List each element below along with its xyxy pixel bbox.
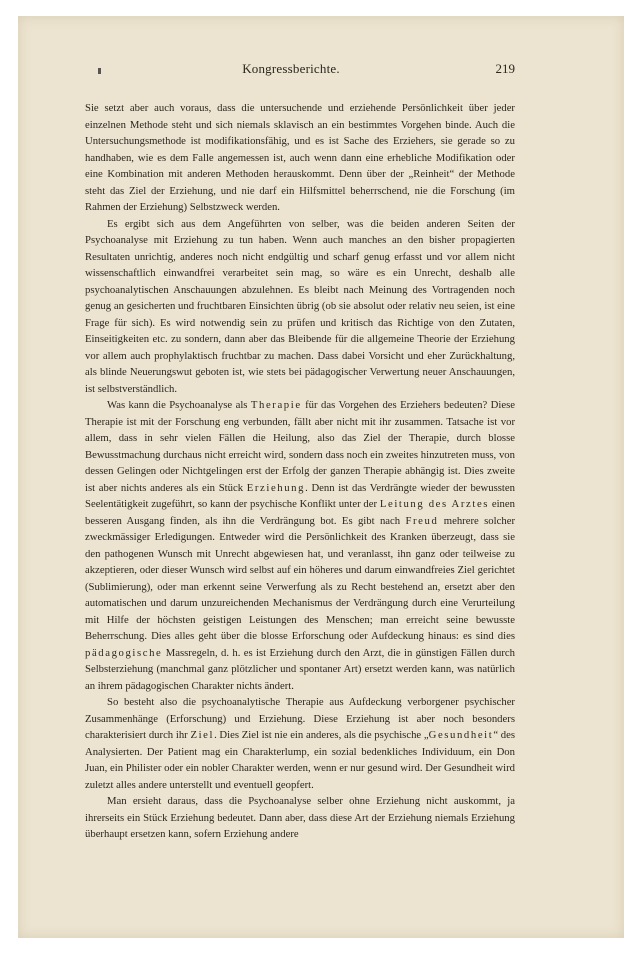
text-run: So besteht also die psychoanalytische Therapie aus Aufdeckung verborgener psychischer Zusammenhänge (Erforschung) und Erziehung. Diese Erziehung ist aber noch besonders charakterisiert durch ihr xyxy=(85,696,515,741)
paragraph xyxy=(85,694,515,793)
paragraph xyxy=(85,397,515,694)
text-run: Es ergibt sich aus dem Angeführten von selber, was die beiden anderen Seiten der Psychoanalyse mit Erziehung zu tun haben. Wenn auch manches an den bisher propagierten Resultaten unrichtig, anderes noch nicht endgültig und scharf genug erfasst und vor allem nicht wissenschaftlich einwandfrei verarbeitet sein mag, so wäre es ein Unrecht, deshalb alle psychoanalytischen Anschauungen abzulehnen. Es bleibt nach Meinung des Vortragenden noch genug an gesicherten und fruchtbaren Einsichten übrig (ob sie absolut oder relativ neu seien, ist eine Frage für sich). Es wird notwendig sein zu prüfen und kritisch das Richtige von den Zutaten, Einseitigkeiten etc. zu sondern, dann aber das Bleibende für die allgemeine Theorie der Erziehung vor allem auch prophylaktisch fruchtbar zu machen. Dass dabei Vorsicht und eher Zurückhaltung, als blinde Neuerungswut geboten ist, wie stets bei pädagogischer Verwertung neuer Anschauungen, ist selbstverständlich. xyxy=(85,217,515,395)
paragraph xyxy=(85,216,515,398)
text-run: Was kann die Psychoanalyse als xyxy=(107,399,251,411)
text-run: . Dies Ziel ist nie ein anderes, als die psychische „ xyxy=(214,729,429,741)
text-run: Sie setzt aber auch voraus, dass die untersuchende und erziehende Persönlichkeit über jeder einzelnen Methode steht und sich niemals sklavisch an ein bestimmtes Vorgehen binde. Auch die Untersuchungsmethode ist modifikationsfähig, und es ist Sache des Erziehers, sie gerade so zu handhaben, wie es dem Falle angemessen ist, auch wenn dann eine erhebliche Modifikation oder eine Kombination mit anderen Methoden herauskommt. Denn über der „Reinheit“ der Methode steht das Ziel der Erziehung, und nie darf ein Hilfsmittel beherrschend, nie die Forschung (im Rahmen der Erziehung) Selbstzweck werden. xyxy=(85,102,515,213)
text-run: “ des Analysierten. Der Patient mag ein Charakterlump, ein sozial bedenkliches Individuum, ein Don Juan, ein Philister oder ein nobler Charakter werden, wenn er nur gesund wird. Der Gesundheit wird zuletzt alles andere unterstellt und eventuell geopfert. xyxy=(85,729,516,791)
text-run: für das Vorgehen des Erziehers bedeuten? Diese Therapie ist mit der Forschung eng verbunden, fällt aber nicht mit ihr zusammen. Tatsache ist vor allem, dass in sehr vielen Fällen die Heilung, also das Ziel der Therapie, durch blosse Bewusstmachung durchaus nicht erreicht wird, sondern dass noch ein zweites hinzutreten muss, von dessen Gelingen oder Nichtgelingen erst der Erfolg der ganzen Therapie abhängig ist. Dies zweite ist aber nichts anderes als ein Stück xyxy=(85,399,515,494)
paragraph xyxy=(85,100,515,216)
spaced-emphasis: Leitung des Arztes xyxy=(379,498,490,510)
text-run: Massregeln, d. h. es ist Erziehung durch den Arzt, die in günstigen Fällen durch Selbsterziehung (manchmal ganz plötzlicher und spontaner Art) ersetzt werden kann, was natürlich an ihrem pädagogischen Charakter nichts ändert. xyxy=(85,646,515,692)
text-run: einen besseren Ausgang finden, als ihn die Verdrängung bot. Es gibt nach xyxy=(85,498,515,527)
spaced-emphasis: pädagogische xyxy=(85,646,163,659)
running-header xyxy=(67,61,515,81)
spaced-emphasis: Therapie xyxy=(250,399,302,411)
text-run: Man ersieht daraus, dass die Psychoanalyse selber ohne Erziehung nicht auskommt, ja ihrerseits ein Stück Erziehung bedeutet. Dann aber, dass diese Art der Erziehung niemals Erziehung überhaupt ersetzen kann, sofern Erziehung andere xyxy=(85,795,515,840)
body-text xyxy=(85,100,515,843)
page-number: 219 xyxy=(495,61,515,76)
spaced-emphasis: Freud xyxy=(405,514,439,527)
running-title: Kongressberichte. xyxy=(242,61,340,76)
spaced-emphasis: Gesundheit xyxy=(428,729,494,741)
paragraph xyxy=(85,793,515,843)
spaced-emphasis: Erziehung xyxy=(246,481,306,494)
spaced-emphasis: Ziel xyxy=(190,729,215,741)
text-run: . Denn ist das Verdrängte wieder der bewussten Seelentätigkeit zugeführt, so kann der psychische Konflikt unter der xyxy=(85,481,515,510)
text-run: mehrere solcher zweckmässiger Erledigungen. Entweder wird die Persönlichkeit des Kranken überzeugt, dass sie den pathogenen Wunsch mit Unrecht abgewiesen hat, und veranlasst, ihn ganz oder teilweise zu akzeptieren, oder dieser Wunsch wird selbst auf ein höheres und darum einwandfreies Ziel gerichtet (Sublimierung), oder man erkennt seine Verwerfung als zu Recht bestehend an, ersetzt aber den automatischen und darum unzureichenden Mechanismus der Verdrängung durch eine Verurteilung mit Hilfe der höchsten geistigen Leistungen des Menschen; man erreicht seine bewusste Beherrschung. Dies alles geht über die blosse Erforschung oder Aufdeckung hinaus: es sind dies xyxy=(85,514,515,642)
